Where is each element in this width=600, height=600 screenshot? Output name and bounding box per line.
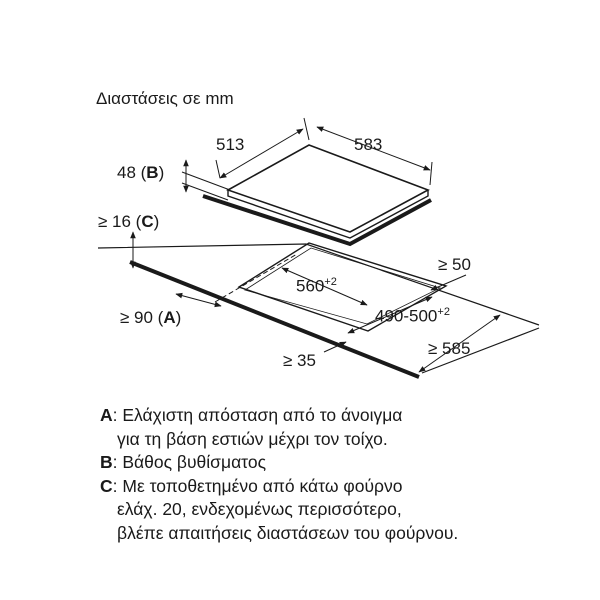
legend-notes (100, 404, 458, 545)
note-c-cont-1: ελάχ. 20, ενδεχομένως περισσότερο, (117, 499, 402, 519)
label-16-c: ≥ 16 (C) (98, 212, 160, 231)
note-a: A: Ελάχιστη απόσταση από το άνοιγμα (100, 405, 403, 425)
label-490-500: $490-500^{+2}$ (375, 306, 450, 326)
label-35: ≥ 35 (283, 351, 316, 370)
note-c-cont-2: βλέπε απαιτήσεις διαστάσεων του φούρνου. (117, 522, 459, 543)
label-560: $560^{+2}$ (296, 276, 337, 296)
label-583: 583 (354, 135, 383, 154)
worktop-drawing (98, 232, 539, 377)
label-513: 513 (216, 135, 245, 154)
label-48-b: 48 (B) (117, 163, 165, 182)
units-title: Διαστάσεις σε mm (96, 89, 234, 108)
note-c: C: Με τοποθετημένο από κάτω φούρνο (100, 475, 403, 496)
label-90-a: ≥ 90 (A) (120, 308, 182, 327)
hidden-line (215, 254, 297, 302)
label-585: ≥ 585 (428, 339, 471, 358)
label-50: ≥ 50 (438, 255, 471, 274)
note-b: B: Βάθος βυθίσματος (100, 452, 267, 472)
note-a-cont: για τη βάση εστιών μέχρι τον τοίχο. (117, 428, 388, 449)
